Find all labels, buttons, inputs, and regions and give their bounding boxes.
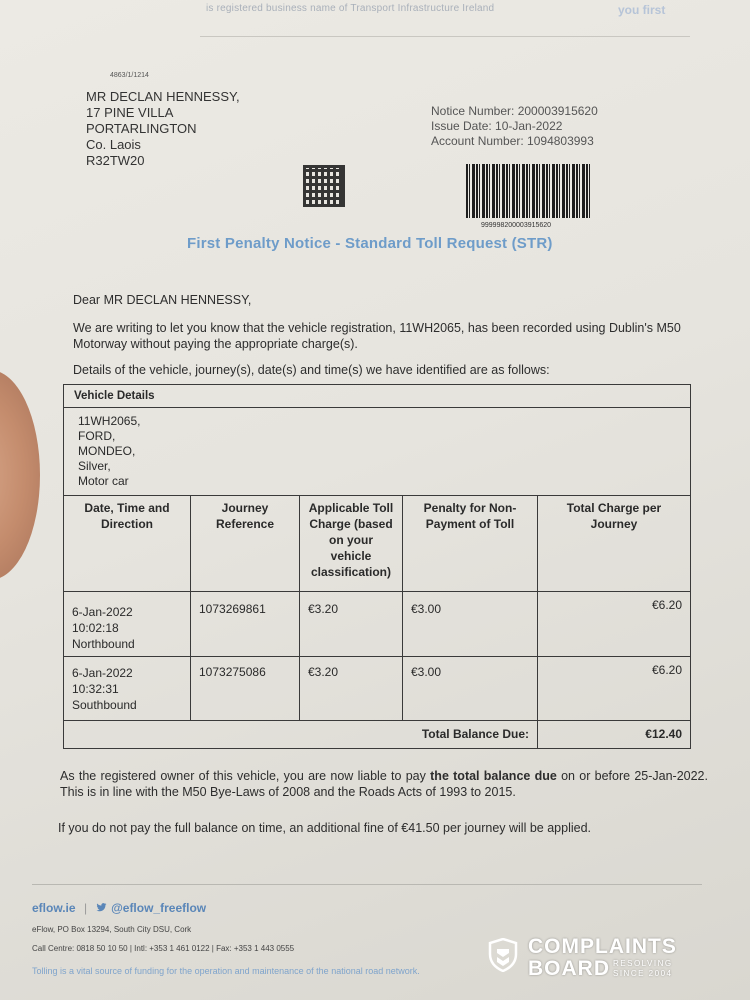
column-header-toll: Applicable Toll Charge (based on your vehicle classification)	[300, 496, 403, 592]
issue-date: Issue Date: 10-Jan-2022	[431, 119, 563, 133]
vehicle-colour: Silver,	[78, 459, 111, 473]
journey-reference: 1073269861	[191, 592, 300, 657]
vehicle-registration: 11WH2065,	[78, 414, 141, 428]
toll-charge: €3.20	[300, 592, 403, 657]
journey-datetime	[64, 657, 191, 721]
vehicle-make: FORD,	[78, 429, 116, 443]
vehicle-details	[64, 408, 691, 496]
table-row	[64, 592, 691, 657]
watermark-tag2: SINCE 2004	[613, 969, 673, 978]
footer-divider	[32, 884, 702, 885]
toll-charge: €3.20	[300, 657, 403, 721]
barcode	[466, 164, 590, 218]
header-registered-name: is registered business name of Transport Infrastructure Ireland	[206, 3, 495, 14]
footer-address: eFlow, PO Box 13294, South City DSU, Cork	[32, 925, 192, 934]
address-line: 17 PINE VILLA	[86, 105, 174, 120]
column-header-reference: Journey Reference	[191, 496, 300, 592]
address-line: PORTARLINGTON	[86, 121, 197, 136]
journey-direction: Northbound	[72, 637, 135, 651]
column-header-total: Total Charge per Journey	[538, 496, 691, 592]
twitter-handle-link[interactable]: @eflow_freeflow	[111, 901, 207, 915]
notice-details	[431, 104, 598, 149]
watermark-tag1: RESOLVING	[613, 959, 673, 968]
shield-icon	[488, 938, 518, 972]
watermark-line2: BOARD	[528, 957, 610, 980]
address-line: MR DECLAN HENNESSY,	[86, 89, 240, 104]
notice-title: First Penalty Notice - Standard Toll Request (STR)	[187, 235, 553, 252]
intro-paragraph: We are writing to let you know that the vehicle registration, 11WH2065, has been recorded using Dublin's M50 Motorway without paying the appropriate charge(s).	[73, 321, 681, 351]
journey-total: €6.20	[538, 657, 691, 721]
journey-time: 10:32:31	[72, 682, 119, 696]
complaints-board-watermark	[488, 936, 728, 980]
journey-date: 6-Jan-2022	[72, 605, 133, 619]
qr-code	[303, 165, 345, 207]
liability-text: As the registered owner of this vehicle, you are now liable to pay	[60, 769, 431, 783]
account-number: Account Number: 1094803993	[431, 134, 594, 148]
liability-text-end: on or before 25-Jan-2022. This is in line with the M50 Bye-Laws of 2008 and the Roads Acts of 1993 to 2015.	[60, 769, 708, 799]
journey-date: 6-Jan-2022	[72, 666, 133, 680]
notice-number: Notice Number: 200003915620	[431, 104, 598, 118]
footer-phones: Call Centre: 0818 50 10 50 | Intl: +353 1 461 0122 | Fax: +353 1 443 0555	[32, 944, 295, 953]
penalty-amount: €3.00	[403, 592, 538, 657]
barcode-number: 999998200003915620	[481, 222, 552, 229]
column-header-date: Date, Time and Direction	[64, 496, 191, 592]
twitter-icon	[96, 903, 107, 912]
header-divider	[200, 36, 690, 37]
column-header-penalty: Penalty for Non-Payment of Toll	[403, 496, 538, 592]
watermark-line1: COMPLAINTS	[528, 935, 677, 958]
journey-datetime	[64, 592, 191, 657]
vehicle-details-header: Vehicle Details	[64, 385, 691, 408]
details-intro: Details of the vehicle, journey(s), date(s) and time(s) we have identified are as follows:	[73, 363, 550, 377]
address-line: Co. Laois	[86, 137, 141, 152]
website-link[interactable]: eflow.ie	[32, 901, 76, 915]
journey-total: €6.20	[538, 592, 691, 657]
mail-code: 4863/1/1214	[110, 72, 149, 79]
header-tagline: you first	[618, 3, 666, 17]
salutation: Dear MR DECLAN HENNESSY,	[73, 293, 252, 307]
vehicle-model: MONDEO,	[78, 444, 136, 458]
footer-separator: |	[84, 901, 88, 915]
table-row	[64, 657, 691, 721]
journey-time: 10:02:18	[72, 621, 119, 635]
footer-links	[32, 899, 206, 917]
address-line: R32TW20	[86, 153, 145, 168]
journey-reference: 1073275086	[191, 657, 300, 721]
balance-label: Total Balance Due:	[64, 721, 538, 749]
liability-paragraph	[60, 768, 708, 800]
penalty-amount: €3.00	[403, 657, 538, 721]
footer-tagline: Tolling is a vital source of funding for the operation and maintenance of the national road network.	[32, 966, 420, 976]
vehicle-type: Motor car	[78, 474, 129, 488]
liability-emphasis: the total balance due	[430, 769, 557, 783]
recipient-address	[86, 89, 240, 169]
journey-direction: Southbound	[72, 698, 137, 712]
journey-table	[63, 384, 691, 749]
additional-fine-notice: If you do not pay the full balance on time, an additional fine of €41.50 per journey will be applied.	[58, 821, 591, 835]
balance-value: €12.40	[538, 721, 691, 749]
